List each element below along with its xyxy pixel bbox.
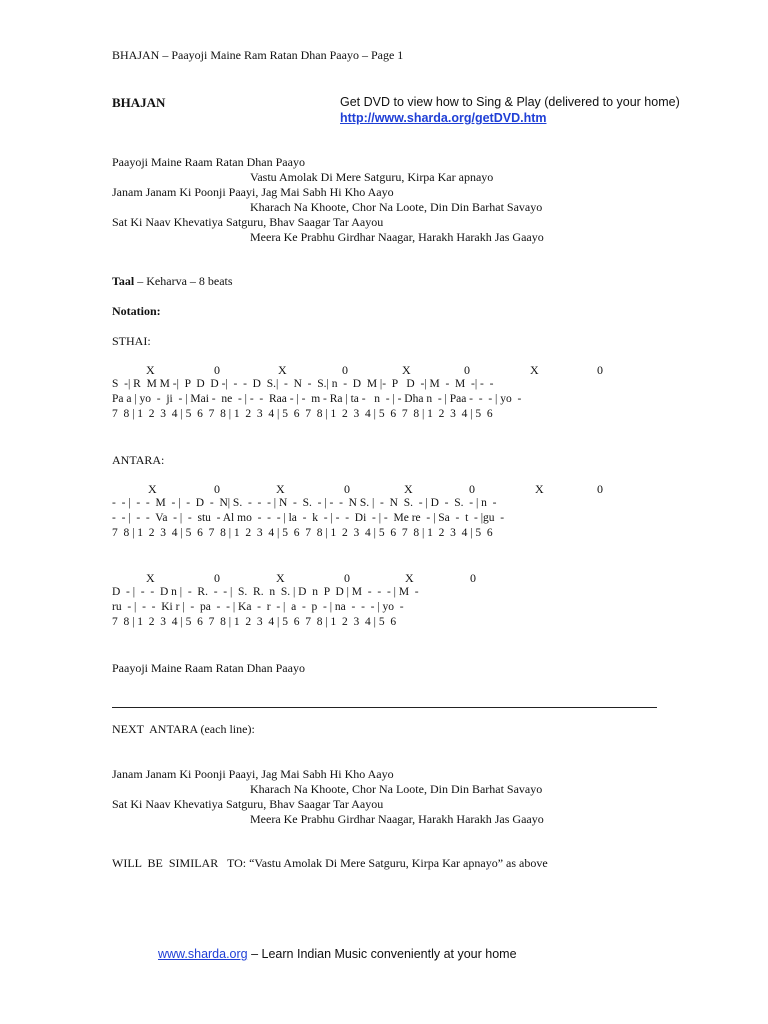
next-antara-line: Janam Janam Ki Poonji Paayi, Jag Mai Sabh Hi Kho Aayo [112, 767, 394, 781]
beat-marker: X [535, 482, 544, 496]
antara2-swar-line: D - | - - D n | - R. - - | S. R. n S. | D n P D | M - - - | M - [112, 586, 419, 598]
lyrics-line: Paayoji Maine Raam Ratan Dhan Paayo [112, 155, 305, 169]
beat-marker: X [146, 571, 155, 585]
beat-marker: X [405, 571, 414, 585]
dvd-link[interactable]: http://www.sharda.org/getDVD.htm [340, 111, 547, 125]
antara-label: ANTARA: [112, 453, 165, 467]
antara-beat-numbers: 7 8 | 1 2 3 4 | 5 6 7 8 | 1 2 3 4 | 5 6 7 8 | 1 2 3 4 | 5 6 7 8 | 1 2 3 4 | 5 6 [112, 527, 493, 539]
closing-line: Paayoji Maine Raam Ratan Dhan Paayo [112, 661, 305, 675]
next-antara-label: NEXT ANTARA (each line): [112, 722, 255, 736]
taal-label: Taal [112, 274, 135, 288]
lyrics-line: Vastu Amolak Di Mere Satguru, Kirpa Kar apnayo [250, 170, 494, 184]
sthai-label: STHAI: [112, 334, 151, 348]
beat-marker: 0 [344, 482, 350, 496]
footer-tagline: – Learn Indian Music conveniently at your home [247, 947, 517, 961]
beat-marker: X [148, 482, 157, 496]
sthai-swar-line: S -| R M M -| P D D -| - - D S.| - N - S.| n - D M |- P D -| M - M -| - - [112, 378, 494, 390]
taal-line [112, 274, 233, 289]
beat-marker: 0 [464, 363, 470, 377]
sthai-bol-line: Pa a | yo - ji - | Mai - ne - | - - Raa - | - m - Ra | ta - n - | - Dha n - | Paa - - - | yo - [112, 393, 522, 405]
beat-marker: 0 [342, 363, 348, 377]
beat-marker: X [278, 363, 287, 377]
next-antara-line: Sat Ki Naav Khevatiya Satguru, Bhav Saagar Tar Aayou [112, 797, 384, 811]
similar-note: WILL BE SIMILAR TO: “Vastu Amolak Di Mere Satguru, Kirpa Kar apnayo” as above [112, 856, 548, 870]
antara-beat-markers [0, 482, 768, 496]
beat-marker: 0 [597, 363, 603, 377]
antara2-beat-numbers: 7 8 | 1 2 3 4 | 5 6 7 8 | 1 2 3 4 | 5 6 7 8 | 1 2 3 4 | 5 6 [112, 616, 397, 628]
beat-marker: 0 [597, 482, 603, 496]
running-header: BHAJAN – Paayoji Maine Ram Ratan Dhan Paayo – Page 1 [112, 48, 404, 62]
footer-site-link[interactable]: www.sharda.org [158, 947, 248, 961]
lyrics-line: Kharach Na Khoote, Chor Na Loote, Din Din Barhat Savayo [250, 200, 543, 214]
antara-bol-line: - - | - - Va - | - stu - Al mo - - - | la - k - | - - Di - | - Me re - | Sa - t - |gu - [112, 512, 505, 524]
sthai-beat-numbers: 7 8 | 1 2 3 4 | 5 6 7 8 | 1 2 3 4 | 5 6 7 8 | 1 2 3 4 | 5 6 7 8 | 1 2 3 4 | 5 6 [112, 408, 493, 420]
beat-marker: X [530, 363, 539, 377]
section-divider [112, 707, 657, 708]
beat-marker: 0 [470, 571, 476, 585]
antara2-bol-line: ru - | - - Ki r | - pa - - | Ka - r - | a - p - | na - - - | yo - [112, 601, 404, 613]
beat-marker: 0 [214, 363, 220, 377]
beat-marker: X [276, 571, 285, 585]
beat-marker: 0 [214, 482, 220, 496]
lyrics-line: Meera Ke Prabhu Girdhar Naagar, Harakh Harakh Jas Gaayo [250, 230, 544, 244]
antara2-beat-markers [0, 571, 768, 585]
beat-marker: X [276, 482, 285, 496]
lyrics-line: Janam Janam Ki Poonji Paayi, Jag Mai Sabh Hi Kho Aayo [112, 185, 394, 199]
sthai-beat-markers [0, 363, 768, 377]
lyrics-line: Sat Ki Naav Khevatiya Satguru, Bhav Saagar Tar Aayou [112, 215, 384, 229]
next-antara-line: Kharach Na Khoote, Chor Na Loote, Din Din Barhat Savayo [250, 782, 543, 796]
taal-value: – Keharva – 8 beats [134, 274, 233, 288]
antara-swar-line: - - | - - M - | - D - N| S. - - - | N - S. - | - - N S. | - N S. - | D - S. - | n - [112, 497, 497, 509]
beat-marker: X [404, 482, 413, 496]
beat-marker: 0 [469, 482, 475, 496]
beat-marker: X [402, 363, 411, 377]
beat-marker: X [146, 363, 155, 377]
beat-marker: 0 [214, 571, 220, 585]
next-antara-line: Meera Ke Prabhu Girdhar Naagar, Harakh Harakh Jas Gaayo [250, 812, 544, 826]
page-title: BHAJAN [112, 95, 166, 110]
footer [158, 947, 517, 961]
notation-label: Notation: [112, 304, 161, 318]
beat-marker: 0 [344, 571, 350, 585]
dvd-promo-text: Get DVD to view how to Sing & Play (delivered to your home) [340, 95, 680, 109]
